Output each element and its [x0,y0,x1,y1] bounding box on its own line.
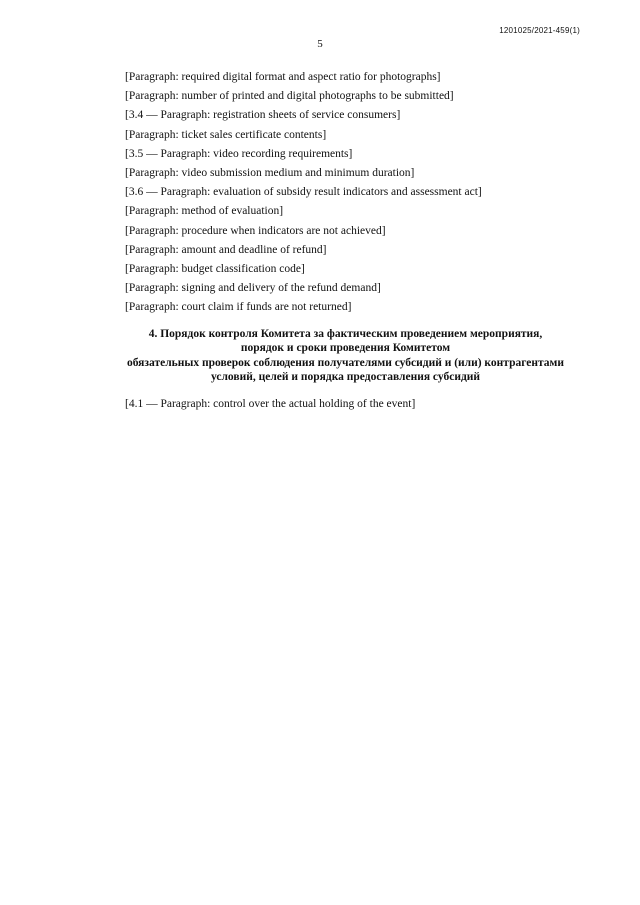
body-paragraph: [Paragraph: court claim if funds are not returned] [125,301,352,314]
body-paragraph: [Paragraph: budget classification code] [125,263,305,276]
body-paragraph: [Paragraph: ticket sales certificate contents] [125,128,327,141]
section-title [95,327,596,385]
section-title-line: обязательных проверок соблюдения получателями субсидий и (или) контрагентами [126,356,565,369]
body-paragraph: [Paragraph: method of evaluation] [125,205,284,218]
paragraphs-before [95,70,596,315]
body-paragraph: [Paragraph: amount and deadline of refund] [125,243,327,256]
body-paragraph: [Paragraph: signing and delivery of the refund demand] [125,282,381,295]
document-body [95,70,596,416]
body-paragraph: [3.4 — Paragraph: registration sheets of service consumers] [125,109,401,122]
body-paragraph: [Paragraph: required digital format and aspect ratio for photographs] [125,71,441,83]
body-paragraph: [3.5 — Paragraph: video recording requirements] [125,147,353,160]
paragraphs-after [95,397,596,411]
body-paragraph: [3.6 — Paragraph: evaluation of subsidy result indicators and assessment act] [125,186,482,199]
body-paragraph: [4.1 — Paragraph: control over the actual holding of the event] [125,397,416,410]
section-title-line: 4. Порядок контроля Комитета за фактическим проведением мероприятия, [148,327,543,340]
body-paragraph: [Paragraph: number of printed and digital photographs to be submitted] [125,90,454,103]
document-code: 1201025/2021-459(1) [499,26,580,35]
page-number: 5 [317,38,323,50]
body-paragraph: [Paragraph: procedure when indicators are not achieved] [125,224,386,237]
section-title-line: порядок и сроки проведения Комитетом [240,342,451,355]
body-paragraph: [Paragraph: video submission medium and minimum duration] [125,167,415,180]
section-title-line: условий, целей и порядка предоставления субсидий [210,371,481,384]
